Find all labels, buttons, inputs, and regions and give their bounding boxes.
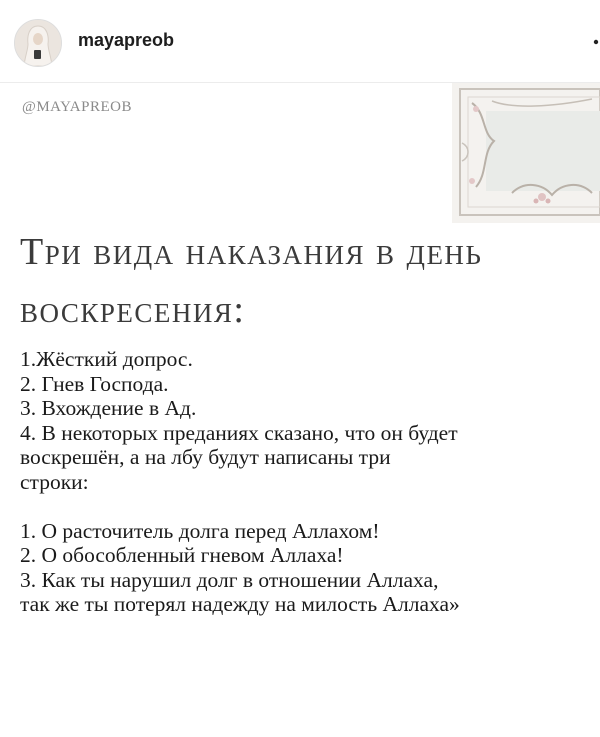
post-content bbox=[0, 83, 600, 737]
username[interactable]: mayapreob bbox=[78, 30, 175, 50]
post-handle: @MAYAPREOB bbox=[22, 99, 132, 115]
ornamental-frame-icon bbox=[452, 83, 600, 223]
body-line: 3. Как ты нарушил долг в отношении Аллаха, bbox=[20, 567, 439, 592]
post-header bbox=[0, 0, 600, 83]
title-line: воскресения: bbox=[20, 289, 246, 331]
post-title bbox=[20, 223, 580, 339]
more-options-icon[interactable] bbox=[588, 30, 600, 50]
body-line: воскрешён, а на лбу будут написаны три bbox=[20, 445, 391, 469]
body-line: 2. О обособленный гневом Аллаха! bbox=[20, 543, 344, 567]
avatar-image-icon bbox=[15, 20, 61, 66]
body-line: 2. Гнев Господа. bbox=[20, 371, 169, 396]
body-line: 1.Жёсткий допрос. bbox=[20, 347, 193, 371]
body-line: так же ты потерял надежду на милость Аллаха» bbox=[20, 592, 460, 616]
body-line: 4. В некоторых преданиях сказано, что он будет bbox=[20, 420, 458, 445]
title-line: Три вида наказания в день bbox=[20, 231, 483, 273]
avatar[interactable] bbox=[14, 19, 62, 67]
body-line: 3. Вхождение в Ад. bbox=[20, 396, 197, 420]
post-body bbox=[20, 347, 590, 617]
paragraph-gap bbox=[20, 494, 590, 519]
body-line: строки: bbox=[20, 469, 89, 494]
body-line: 1. О расточитель долга перед Аллахом! bbox=[20, 518, 380, 543]
